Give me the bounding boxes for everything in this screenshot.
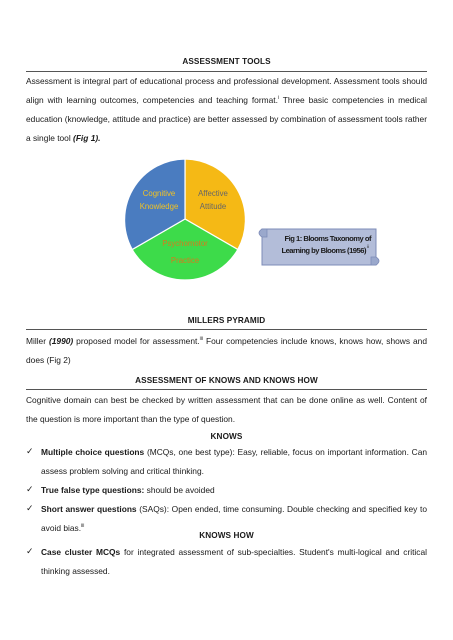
paragraph-text: Assessment is integral part of educational process and professional development. Assessment tools should align with learning outcomes, competencies and teaching format. [26,76,427,105]
knows-how-heading: ASSESSMENT OF KNOWS AND KNOWS HOW [135,376,318,385]
knows-how-subheading: KNOWS HOW [199,531,254,540]
heading-rule [26,329,427,330]
item-text: (SAQs): Open ended, time consuming. Double checking and specified key to avoid bias. [41,504,427,533]
figure-reference: (Fig 1). [73,133,101,143]
figure-caption-footnote: ii [367,244,369,249]
item-title: Short answer questions [41,504,137,514]
footnote-marker: i [277,95,280,102]
list-item [26,543,427,581]
item-title: Case cluster MCQs [41,547,121,557]
knows-subheading: KNOWS [210,432,243,441]
checkmark-icon: ✓ [26,485,34,495]
assessment-tools-heading: ASSESSMENT TOOLS [182,57,271,66]
figure-caption-line1: Fig 1: Blooms Taxonomy of [284,234,371,243]
footnote-marker: iii [199,336,203,343]
knowledge-label: Knowledge [139,202,179,211]
footnote-marker: iii [81,523,85,530]
item-title: True false type questions: [41,485,145,495]
knows-how-list [26,543,427,581]
assessment-tools-paragraph [26,72,427,148]
pie-chart [125,159,246,280]
cognitive-label: Cognitive [142,189,176,198]
blooms-taxonomy-figure [0,150,453,285]
knows-list [26,443,427,538]
practice-label: Practice [170,256,200,265]
millers-pyramid-heading: MILLERS PYRAMID [187,316,266,325]
paragraph-text: Four competencies include knows, knows how, shows and does (Fig 2) [26,336,427,365]
paragraph-text: Three basic competencies in medical education (knowledge, attitude and practice) are better assessed by combination of assessment tools rather a single tool [26,95,428,143]
item-text: (MCQs, one best type): Easy, reliable, focus on important information. Can assess problem solving and critical thinking. [41,447,428,476]
caption-scroll [259,229,379,265]
year-reference: (1990) [48,336,74,346]
attitude-label: Attitude [199,202,227,211]
heading-rule [26,389,427,390]
paragraph-text: proposed model for assessment. [73,336,200,346]
item-text: for integrated assessment of sub-specialties. Student's multi-logical and critical thinking assessed. [41,547,427,576]
affective-label: Affective [198,189,228,198]
scroll-curl-top [259,229,267,237]
list-item [26,481,427,500]
checkmark-icon: ✓ [26,504,34,514]
checkmark-icon: ✓ [26,547,34,557]
item-text: should be avoided [144,485,215,495]
knows-how-paragraph: Cognitive domain can best be checked by written assessment that can be done online as well. Content of the question is more important than the type of question. [26,395,427,424]
paragraph-text: Miller [26,336,49,346]
millers-pyramid-paragraph [26,332,427,370]
figure-caption-line2: Learning by Blooms (1956) [281,246,366,255]
list-item [26,443,427,481]
item-title: Multiple choice questions [41,447,145,457]
checkmark-icon: ✓ [26,447,34,457]
scroll-curl-bottom [371,257,379,265]
psychomotor-label: Psychomotor [162,239,208,248]
